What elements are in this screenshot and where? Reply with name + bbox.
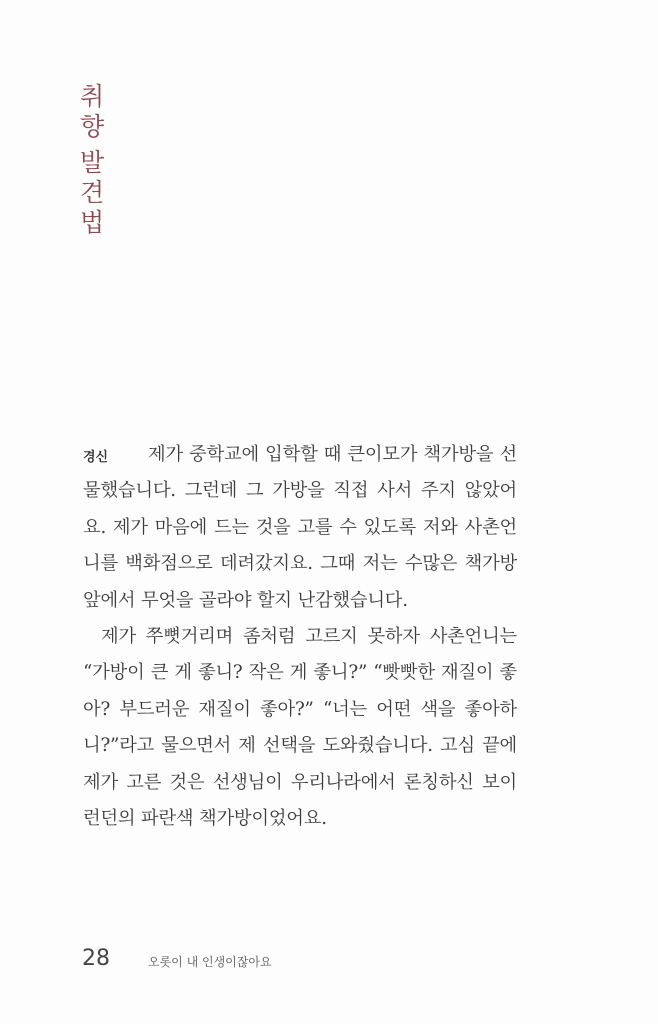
page-number: 28 [82,946,110,971]
title-char: 향 [80,112,105,141]
running-title: 오롯이 내 인생이잖아요 [148,955,272,969]
title-char: 견 [80,178,105,207]
title-word-2 [80,148,104,238]
title-char: 취 [80,82,105,111]
chapter-title [80,82,104,238]
title-char: 법 [80,208,105,237]
paragraph-1: 제가 중학교에 입학할 때 큰이모가 책가방을 선물했습니다. 그런데 그 가방을 직접 사서 주지 않았어요. 제가 마음에 드는 것을 고를 수 있도록 저와 사촌언니를 백화점으로 데려갔지요. 그때 저는 수많은 책가방 앞에서 무엇을 골라야 할지 난감했습니다. [83,444,517,611]
body-text [83,437,517,837]
title-char: 발 [80,148,105,177]
paragraph-2: 제가 쭈뼛거리며 좀처럼 고르지 못하자 사촌언니는 “가방이 큰 게 좋니? 작은 게 좋니?” “빳빳한 재질이 좋아? 부드러운 재질이 좋아?” “너는 어떤 색을 좋아하니?”라고 물으면서 제 선택을 도와줬습니다. 고심 끝에 제가 고른 것은 선생님이 우리나라에서 론칭하신 보이런던의 파란색 책가방이었어요. [83,626,517,830]
title-word-1 [80,82,104,142]
speaker-label: 경신 [83,450,109,465]
